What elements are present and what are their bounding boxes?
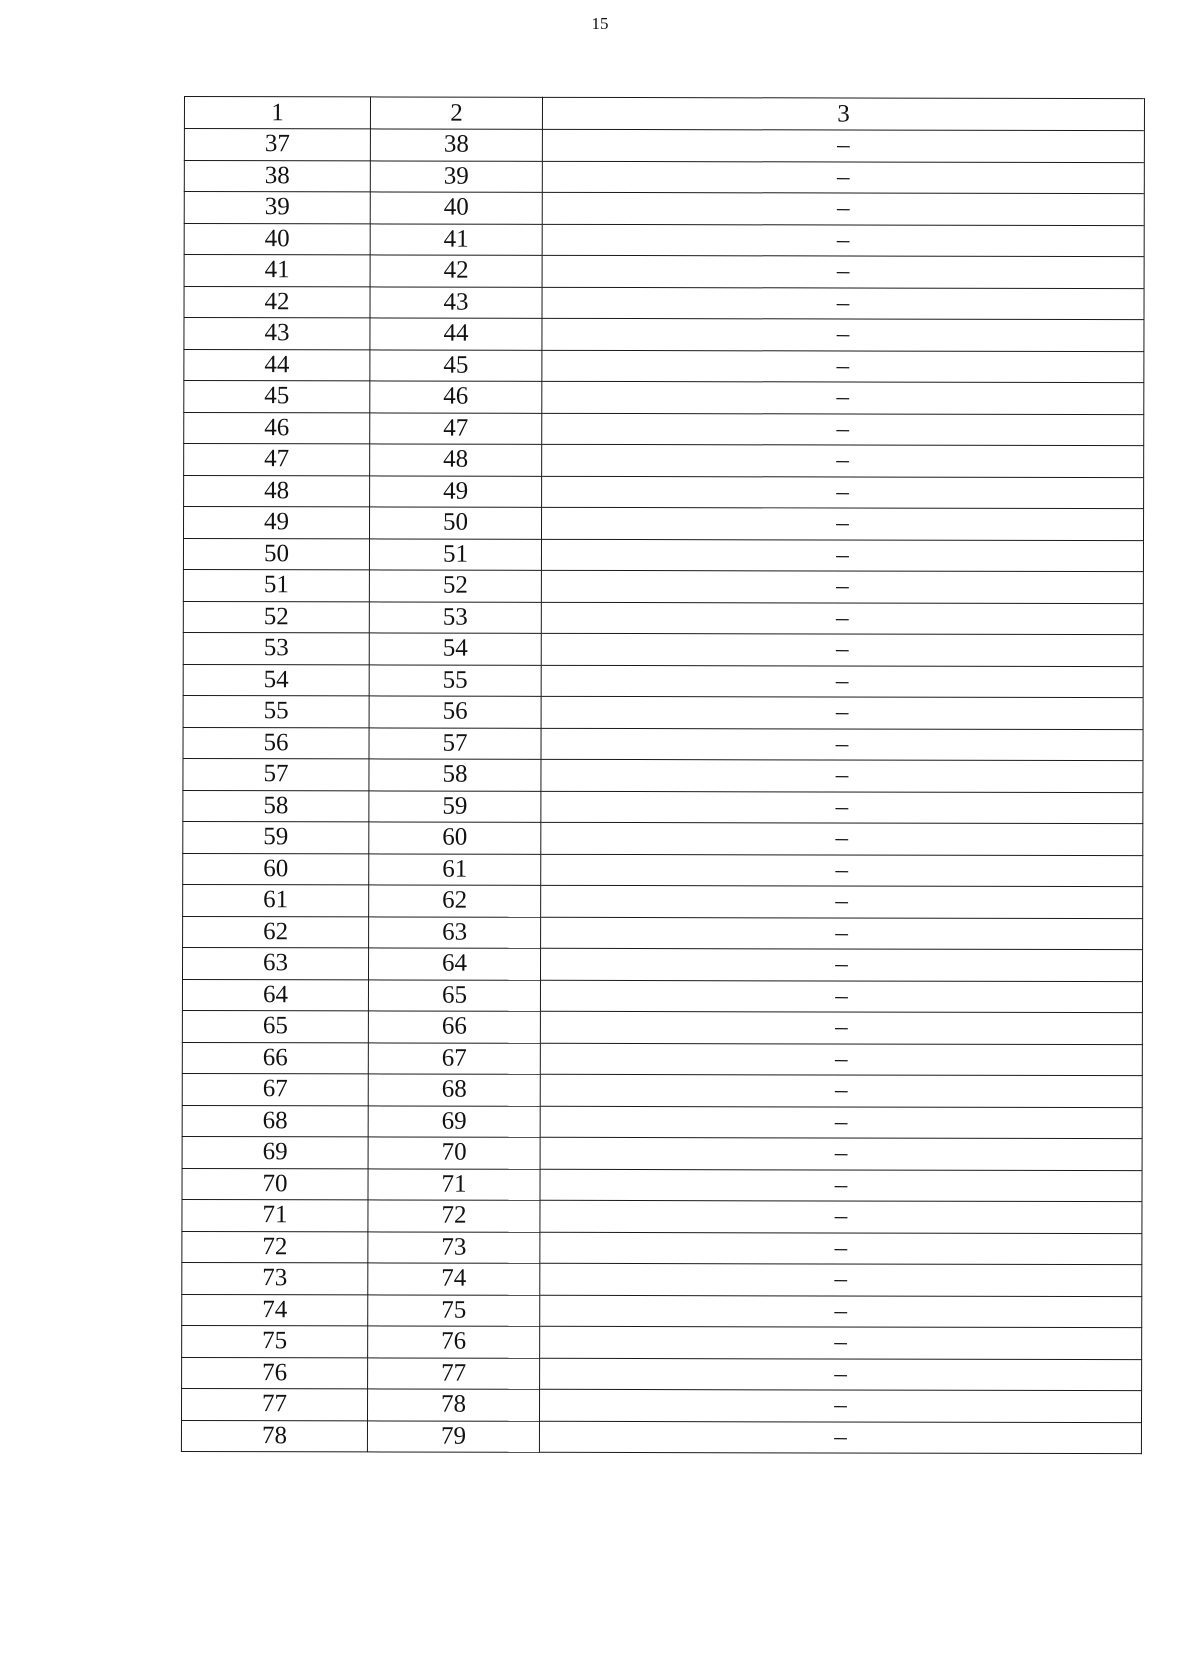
table-cell-col-1: 47	[184, 444, 370, 476]
table-cell-col-2: 68	[368, 1074, 540, 1106]
table-cell-col-2: 40	[370, 192, 542, 224]
table-cell-col-3: –	[540, 1263, 1142, 1296]
page-number: 15	[591, 14, 609, 33]
table-body	[181, 129, 1144, 1454]
table-cell-col-2: 75	[368, 1294, 540, 1326]
table-cell-col-3: –	[542, 161, 1144, 194]
table-cell-col-2: 50	[369, 507, 541, 539]
table-cell-col-2: 56	[369, 696, 541, 728]
table-cell-col-3: –	[542, 381, 1144, 414]
table-row	[183, 695, 1143, 729]
table-cell-col-1: 40	[184, 223, 370, 255]
table-cell-col-1: 61	[183, 884, 369, 916]
table-row	[182, 1294, 1142, 1328]
table-row	[183, 727, 1143, 761]
table-cell-col-2: 76	[368, 1326, 540, 1358]
table-row	[182, 1262, 1142, 1296]
table-cell-col-3: –	[541, 728, 1143, 761]
table-cell-col-2: 61	[369, 853, 541, 885]
table-cell-col-1: 69	[182, 1136, 368, 1168]
table-row	[184, 286, 1144, 320]
table-cell-col-1: 39	[184, 192, 370, 224]
table-cell-col-3: –	[541, 854, 1143, 887]
column-header-1: 1	[184, 97, 370, 129]
table-cell-col-3: –	[540, 1358, 1142, 1391]
table-row	[183, 790, 1143, 824]
table-cell-col-1: 68	[182, 1105, 368, 1137]
table-cell-col-1: 54	[183, 664, 369, 696]
table-cell-col-2: 69	[368, 1105, 540, 1137]
table-cell-col-2: 44	[370, 318, 542, 350]
column-header-2: 2	[370, 97, 542, 129]
table-cell-col-2: 66	[368, 1011, 540, 1043]
table-row	[182, 1168, 1142, 1202]
table-cell-col-3: –	[540, 1200, 1142, 1233]
table-cell-col-2: 70	[368, 1137, 540, 1169]
table-cell-col-3: –	[540, 1326, 1142, 1359]
table-cell-col-2: 59	[369, 790, 541, 822]
table-cell-col-1: 52	[183, 601, 369, 633]
table-row	[183, 569, 1143, 603]
table-cell-col-1: 73	[182, 1262, 368, 1294]
column-header-3: 3	[542, 97, 1144, 130]
table-row	[184, 160, 1144, 194]
table-row	[184, 349, 1144, 383]
table-cell-col-1: 72	[182, 1231, 368, 1263]
table-row	[183, 664, 1143, 698]
table-cell-col-2: 55	[369, 664, 541, 696]
table-cell-col-3: –	[539, 1389, 1141, 1422]
table-cell-col-3: –	[541, 633, 1143, 666]
table-cell-col-1: 70	[182, 1168, 368, 1200]
table-cell-col-2: 39	[370, 160, 542, 192]
table-cell-col-3: –	[541, 791, 1143, 824]
table-cell-col-3: –	[542, 476, 1144, 509]
table-row	[184, 192, 1144, 226]
table-row	[182, 979, 1142, 1013]
table-cell-col-3: –	[540, 1074, 1142, 1107]
table-row	[182, 1073, 1142, 1107]
table-row	[182, 1105, 1142, 1139]
table-row	[182, 1325, 1142, 1359]
table-cell-col-1: 48	[184, 475, 370, 507]
table-cell-col-3: –	[542, 224, 1144, 257]
table-cell-col-2: 41	[370, 223, 542, 255]
table-row	[183, 758, 1143, 792]
table-row	[183, 538, 1143, 572]
table-cell-col-1: 41	[184, 255, 370, 287]
table-cell-col-3: –	[540, 948, 1142, 981]
table-row	[182, 1010, 1142, 1044]
table-row	[184, 412, 1144, 446]
table-cell-col-1: 37	[184, 129, 370, 161]
table-cell-col-2: 49	[370, 475, 542, 507]
table-cell-col-3: –	[540, 1137, 1142, 1170]
table-cell-col-2: 58	[369, 759, 541, 791]
table-cell-col-1: 77	[181, 1388, 367, 1420]
table-row	[183, 507, 1143, 541]
table-cell-col-2: 43	[370, 286, 542, 318]
table-cell-col-3: –	[542, 318, 1144, 351]
table-cell-col-3: –	[541, 885, 1143, 918]
table-row	[183, 601, 1143, 635]
table-cell-col-2: 46	[370, 381, 542, 413]
table-cell-col-1: 43	[184, 318, 370, 350]
table-row	[184, 381, 1144, 415]
table-cell-col-3: –	[540, 1011, 1142, 1044]
table-cell-col-1: 50	[183, 538, 369, 570]
table-cell-col-2: 53	[369, 601, 541, 633]
table-cell-col-3: –	[542, 129, 1144, 162]
table-row	[181, 1420, 1141, 1454]
table-cell-col-1: 71	[182, 1199, 368, 1231]
table-cell-col-1: 63	[182, 947, 368, 979]
table-cell-col-3: –	[540, 1106, 1142, 1139]
table-row	[182, 1231, 1142, 1265]
table-cell-col-3: –	[542, 255, 1144, 288]
table-cell-col-1: 67	[182, 1073, 368, 1105]
table-row	[182, 1136, 1142, 1170]
table-cell-col-2: 78	[367, 1389, 539, 1421]
table-row	[184, 475, 1144, 509]
table-cell-col-2: 60	[369, 822, 541, 854]
table-cell-col-3: –	[541, 570, 1143, 603]
table-row	[183, 853, 1143, 887]
table-cell-col-2: 67	[368, 1042, 540, 1074]
table-cell-col-1: 75	[182, 1325, 368, 1357]
table-cell-col-1: 59	[183, 821, 369, 853]
table-row	[183, 884, 1143, 918]
table-cell-col-2: 64	[368, 948, 540, 980]
table-cell-col-3: –	[542, 192, 1144, 225]
table-cell-col-1: 65	[182, 1010, 368, 1042]
table-cell-col-1: 76	[182, 1357, 368, 1389]
table-row	[184, 129, 1144, 163]
table-cell-col-3: –	[542, 444, 1144, 477]
table-cell-col-1: 74	[182, 1294, 368, 1326]
table-cell-col-1: 56	[183, 727, 369, 759]
table-row	[183, 821, 1143, 855]
table-cell-col-1: 49	[183, 507, 369, 539]
table-cell-col-2: 79	[367, 1420, 539, 1452]
table-cell-col-3: –	[541, 696, 1143, 729]
table-cell-col-1: 62	[183, 916, 369, 948]
table-cell-col-1: 66	[182, 1042, 368, 1074]
table-cell-col-3: –	[542, 413, 1144, 446]
table-row	[183, 632, 1143, 666]
table-cell-col-2: 38	[370, 129, 542, 161]
table-cell-col-1: 44	[184, 349, 370, 381]
table-cell-col-1: 60	[183, 853, 369, 885]
table-cell-col-1: 45	[184, 381, 370, 413]
data-table	[181, 96, 1145, 1454]
table-row	[182, 1199, 1142, 1233]
table-cell-col-3: –	[539, 1421, 1141, 1454]
table-row	[182, 1357, 1142, 1391]
table-row	[184, 444, 1144, 478]
table-cell-col-2: 62	[369, 885, 541, 917]
table-cell-col-2: 72	[368, 1200, 540, 1232]
table-cell-col-2: 42	[370, 255, 542, 287]
table-cell-col-1: 42	[184, 286, 370, 318]
table-cell-col-1: 53	[183, 632, 369, 664]
table-cell-col-2: 77	[368, 1357, 540, 1389]
table-cell-col-1: 46	[184, 412, 370, 444]
table-cell-col-1: 58	[183, 790, 369, 822]
table-cell-col-1: 64	[182, 979, 368, 1011]
table-cell-col-2: 52	[369, 570, 541, 602]
table-cell-col-3: –	[541, 917, 1143, 950]
table-row	[184, 223, 1144, 257]
table-cell-col-2: 54	[369, 633, 541, 665]
table-cell-col-2: 74	[368, 1263, 540, 1295]
table-cell-col-2: 45	[370, 349, 542, 381]
table-cell-col-1: 55	[183, 695, 369, 727]
table-cell-col-3: –	[541, 822, 1143, 855]
table-cell-col-3: –	[540, 980, 1142, 1013]
table-cell-col-2: 65	[368, 979, 540, 1011]
table-cell-col-1: 78	[181, 1420, 367, 1452]
table-cell-col-2: 71	[368, 1168, 540, 1200]
table-cell-col-3: –	[540, 1295, 1142, 1328]
table-header-row	[184, 97, 1144, 131]
table-row	[184, 255, 1144, 289]
table-cell-col-1: 38	[184, 160, 370, 192]
table-cell-col-3: –	[542, 350, 1144, 383]
table-cell-col-2: 47	[370, 412, 542, 444]
table-row	[182, 1042, 1142, 1076]
table-cell-col-3: –	[540, 1043, 1142, 1076]
table-cell-col-1: 57	[183, 758, 369, 790]
table-cell-col-3: –	[541, 602, 1143, 635]
table-cell-col-2: 63	[369, 916, 541, 948]
table-cell-col-3: –	[542, 287, 1144, 320]
table-cell-col-3: –	[541, 759, 1143, 792]
table-cell-col-3: –	[541, 665, 1143, 698]
table-row	[183, 916, 1143, 950]
table-cell-col-2: 51	[369, 538, 541, 570]
table-row	[182, 947, 1142, 981]
table-cell-col-3: –	[540, 1232, 1142, 1265]
table-cell-col-3: –	[540, 1169, 1142, 1202]
table-cell-col-2: 73	[368, 1231, 540, 1263]
table-row	[184, 318, 1144, 352]
table-cell-col-3: –	[541, 507, 1143, 540]
table-cell-col-2: 57	[369, 727, 541, 759]
table-row	[181, 1388, 1141, 1422]
table-cell-col-2: 48	[370, 444, 542, 476]
table-cell-col-1: 51	[183, 569, 369, 601]
table-cell-col-3: –	[541, 539, 1143, 572]
